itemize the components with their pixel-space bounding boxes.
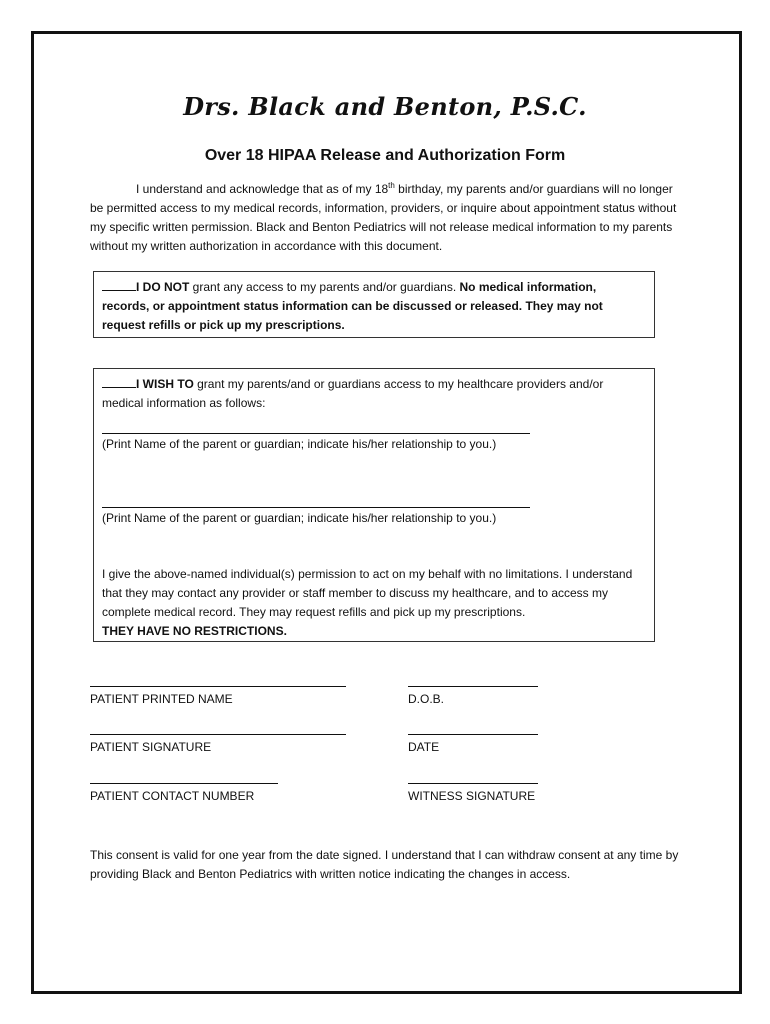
allow-lead: I WISH TO [136, 377, 194, 391]
intro-paragraph [90, 180, 682, 256]
intro-text-1: I understand and acknowledge that as of my 18 [136, 182, 389, 196]
allow-intro [102, 375, 644, 413]
deny-initial-blank[interactable] [102, 279, 136, 291]
patient-printed-name-label: PATIENT PRINTED NAME [90, 692, 233, 706]
deny-bold-text: No medical information, records, or appointment status information can be discussed or released. They may not request refills or pick up my prescriptions. [102, 280, 603, 332]
guardian-1-line[interactable] [102, 433, 530, 434]
deny-text: grant any access to my parents and/or guardians. [189, 280, 460, 294]
restrictions-text: THEY HAVE NO RESTRICTIONS. [102, 624, 287, 638]
deny-access-box [93, 271, 655, 338]
guardian-2-line[interactable] [102, 507, 530, 508]
permission-text: I give the above-named individual(s) permission to act on my behalf with no limitations. I understand that they may contact any provider or staff member to discuss my healthcare, and to access my complete medical record. They may request refills and pick up my prescriptions. [102, 567, 633, 619]
patient-signature-line[interactable] [90, 734, 346, 735]
witness-signature-label: WITNESS SIGNATURE [408, 789, 536, 803]
allow-initial-blank[interactable] [102, 376, 136, 388]
deny-lead: I DO NOT [136, 280, 190, 294]
guardian-2-hint: (Print Name of the parent or guardian; indicate his/her relationship to you.) [102, 511, 497, 525]
dob-label: D.O.B. [408, 692, 445, 706]
guardian-1-hint: (Print Name of the parent or guardian; indicate his/her relationship to you.) [102, 437, 497, 451]
intro-text-2: birthday, my parents and/or guardians will no longer be permitted access to my medical records, information, providers, or inquire about appointment status without my specific written permission. Black and Benton Pediatrics will not release medical information to my parents without my written authorization in accordance with this document. [90, 182, 677, 253]
intro-superscript: th [388, 181, 395, 190]
permission-paragraph [102, 565, 642, 641]
patient-signature-label: PATIENT SIGNATURE [90, 740, 212, 754]
patient-contact-number-label: PATIENT CONTACT NUMBER [90, 789, 255, 803]
form-title: Over 18 HIPAA Release and Authorization Form [204, 147, 566, 164]
date-line[interactable] [408, 734, 538, 735]
witness-signature-line[interactable] [408, 783, 538, 784]
consent-footer: This consent is valid for one year from the date signed. I understand that I can withdraw consent at any time by providing Black and Benton Pediatrics with written notice indicating the changes in access. [90, 848, 679, 881]
practice-name: Drs. Black and Benton, P.S.C. [183, 92, 587, 121]
contact-number-line[interactable] [90, 783, 278, 784]
allow-text: grant my parents/and or guardians access to my healthcare providers and/or medical information as follows: [102, 377, 604, 410]
dob-line[interactable] [408, 686, 538, 687]
date-label: DATE [408, 740, 440, 754]
patient-name-line[interactable] [90, 686, 346, 687]
